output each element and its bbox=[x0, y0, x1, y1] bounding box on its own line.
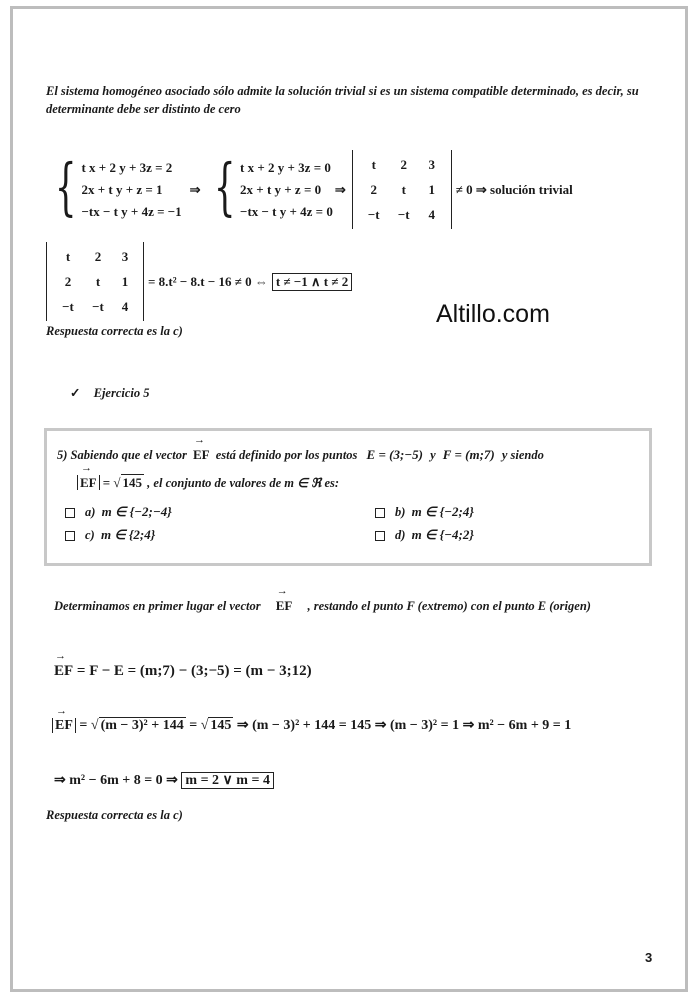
system-2-row: −tx − t y + 4z = 0 bbox=[240, 203, 333, 219]
equation-3-text: ⇒ m² − 6m + 8 = 0 ⇒ bbox=[54, 773, 178, 788]
determinant-equation bbox=[46, 242, 352, 321]
radicand: (m − 3)² + 144 bbox=[100, 718, 184, 733]
exercise-heading bbox=[70, 385, 150, 401]
option-d[interactable]: d) m ∈ {−4;2} bbox=[375, 527, 474, 543]
system-equations-line bbox=[46, 150, 573, 229]
det-cell: 4 bbox=[428, 207, 435, 222]
det-cell: 1 bbox=[428, 182, 435, 197]
option-c[interactable]: c) m ∈ {2;4} bbox=[65, 527, 155, 543]
sqrt-145: 145 bbox=[122, 475, 143, 490]
check-icon: ✓ bbox=[70, 386, 81, 400]
det-2-boxed-result: t ≠ −1 ∧ t ≠ 2 bbox=[272, 273, 352, 291]
det-cell: 1 bbox=[121, 274, 129, 289]
implies-arrow: ⇒ bbox=[334, 181, 346, 197]
det-cell: 3 bbox=[428, 157, 435, 172]
problem-text: 5) Sabiendo que el vector bbox=[57, 448, 187, 462]
problem-text: está definido por los puntos bbox=[215, 448, 358, 462]
vector-ef: → EF bbox=[55, 718, 73, 734]
det-cell: t bbox=[401, 182, 406, 197]
det-cell: t bbox=[95, 274, 101, 289]
intro-paragraph: El sistema homogéneo asociado sólo admite la solución trivial si es un sistema compatible determinado, es decir, su determinante debe ser distinto de cero bbox=[46, 84, 639, 116]
determine-text: Determinamos en primer lugar el vector bbox=[54, 599, 261, 613]
vector-ef: → EF bbox=[80, 475, 97, 491]
problem-text: , el conjunto de valores de m ∈ ℜ es: bbox=[147, 476, 340, 490]
vector-ef: → EF bbox=[276, 598, 293, 614]
answer-1: Respuesta correcta es la c) bbox=[46, 324, 183, 338]
equation-1-text: = F − E = (m;7) − (3;−5) = (m − 3;12) bbox=[76, 663, 312, 679]
equation-2: → EF = √ (m − 3)² + 144 = √ 145 ⇒ (m − 3)² + 144 = 145 ⇒ (m − 3)² = 1 ⇒ m² − 6m + 9 = 1 bbox=[52, 717, 571, 734]
system-1-row: 2x + t y + z = 1 bbox=[81, 181, 163, 197]
det-cell: −t bbox=[62, 299, 74, 314]
point-e: E = (3;−5) bbox=[366, 447, 423, 462]
det-cell: −t bbox=[367, 207, 380, 222]
point-f: F = (m;7) bbox=[442, 447, 495, 462]
equation-1 bbox=[54, 663, 312, 680]
problem-line-1 bbox=[57, 447, 544, 463]
answer-2: Respuesta correcta es la c) bbox=[46, 808, 183, 822]
checkbox-icon[interactable] bbox=[65, 531, 75, 541]
problem-line-2: → EF = √ 145 , el conjunto de valores de m ∈ ℜ es: bbox=[77, 475, 339, 491]
exercise-title: Ejercicio 5 bbox=[93, 386, 150, 400]
system-1: { t x + 2 y + 3z = 2 2x + t y + z = 1 −tx − t y + 4z = −1 bbox=[54, 149, 182, 223]
det-1-result: ≠ 0 ⇒ solución trivial bbox=[455, 181, 573, 197]
det-cell: 3 bbox=[121, 249, 129, 264]
checkbox-icon[interactable] bbox=[375, 531, 385, 541]
checkbox-icon[interactable] bbox=[65, 508, 75, 518]
determinant-1 bbox=[352, 150, 452, 229]
det-cell: −t bbox=[92, 299, 104, 314]
system-1-row: t x + 2 y + 3z = 2 bbox=[81, 159, 173, 175]
det-cell: 2 bbox=[64, 274, 72, 289]
watermark-logo: Altillo.com bbox=[436, 300, 550, 328]
det-cell: 2 bbox=[94, 249, 102, 264]
vector-ef: → EF bbox=[193, 447, 210, 463]
determine-line bbox=[54, 598, 591, 614]
det-cell: 2 bbox=[370, 182, 377, 197]
page-number: 3 bbox=[645, 950, 653, 965]
equation-3 bbox=[54, 772, 274, 789]
determine-text: , restando el punto F (extremo) con el punto E (origen) bbox=[307, 599, 591, 613]
det-cell: 4 bbox=[121, 299, 129, 314]
problem-text: y bbox=[430, 448, 436, 462]
det-cell: t bbox=[65, 249, 71, 264]
determinant-2 bbox=[46, 242, 144, 321]
det-cell: t bbox=[371, 157, 376, 172]
det-cell: −t bbox=[397, 207, 410, 222]
checkbox-icon[interactable] bbox=[375, 508, 385, 518]
system-2-row: 2x + t y + z = 0 bbox=[240, 181, 322, 197]
sqrt-145: 145 bbox=[210, 718, 232, 733]
option-b[interactable]: b) m ∈ {−2;4} bbox=[375, 504, 474, 520]
equation-3-boxed-result: m = 2 ∨ m = 4 bbox=[181, 772, 274, 789]
system-1-row: −tx − t y + 4z = −1 bbox=[81, 203, 182, 219]
equation-2-text: ⇒ (m − 3)² + 144 = 145 ⇒ (m − 3)² = 1 ⇒ m² − 6m + 9 = 1 bbox=[236, 718, 572, 733]
option-a[interactable]: a) m ∈ {−2;−4} bbox=[65, 504, 172, 520]
problem-text: y siendo bbox=[501, 448, 544, 462]
norm-ef bbox=[77, 475, 100, 490]
system-2: { t x + 2 y + 3z = 0 2x + t y + z = 0 −tx − t y + 4z = 0 bbox=[213, 149, 333, 223]
system-2-row: t x + 2 y + 3z = 0 bbox=[240, 159, 331, 175]
det-cell: 2 bbox=[400, 157, 407, 172]
exercise-box bbox=[44, 428, 652, 566]
vector-ef: → EF bbox=[54, 663, 73, 680]
det-2-expression: = 8.t² − 8.t − 16 ≠ 0 ⇔ bbox=[148, 273, 268, 289]
implies-arrow: ⇒ bbox=[189, 181, 201, 197]
